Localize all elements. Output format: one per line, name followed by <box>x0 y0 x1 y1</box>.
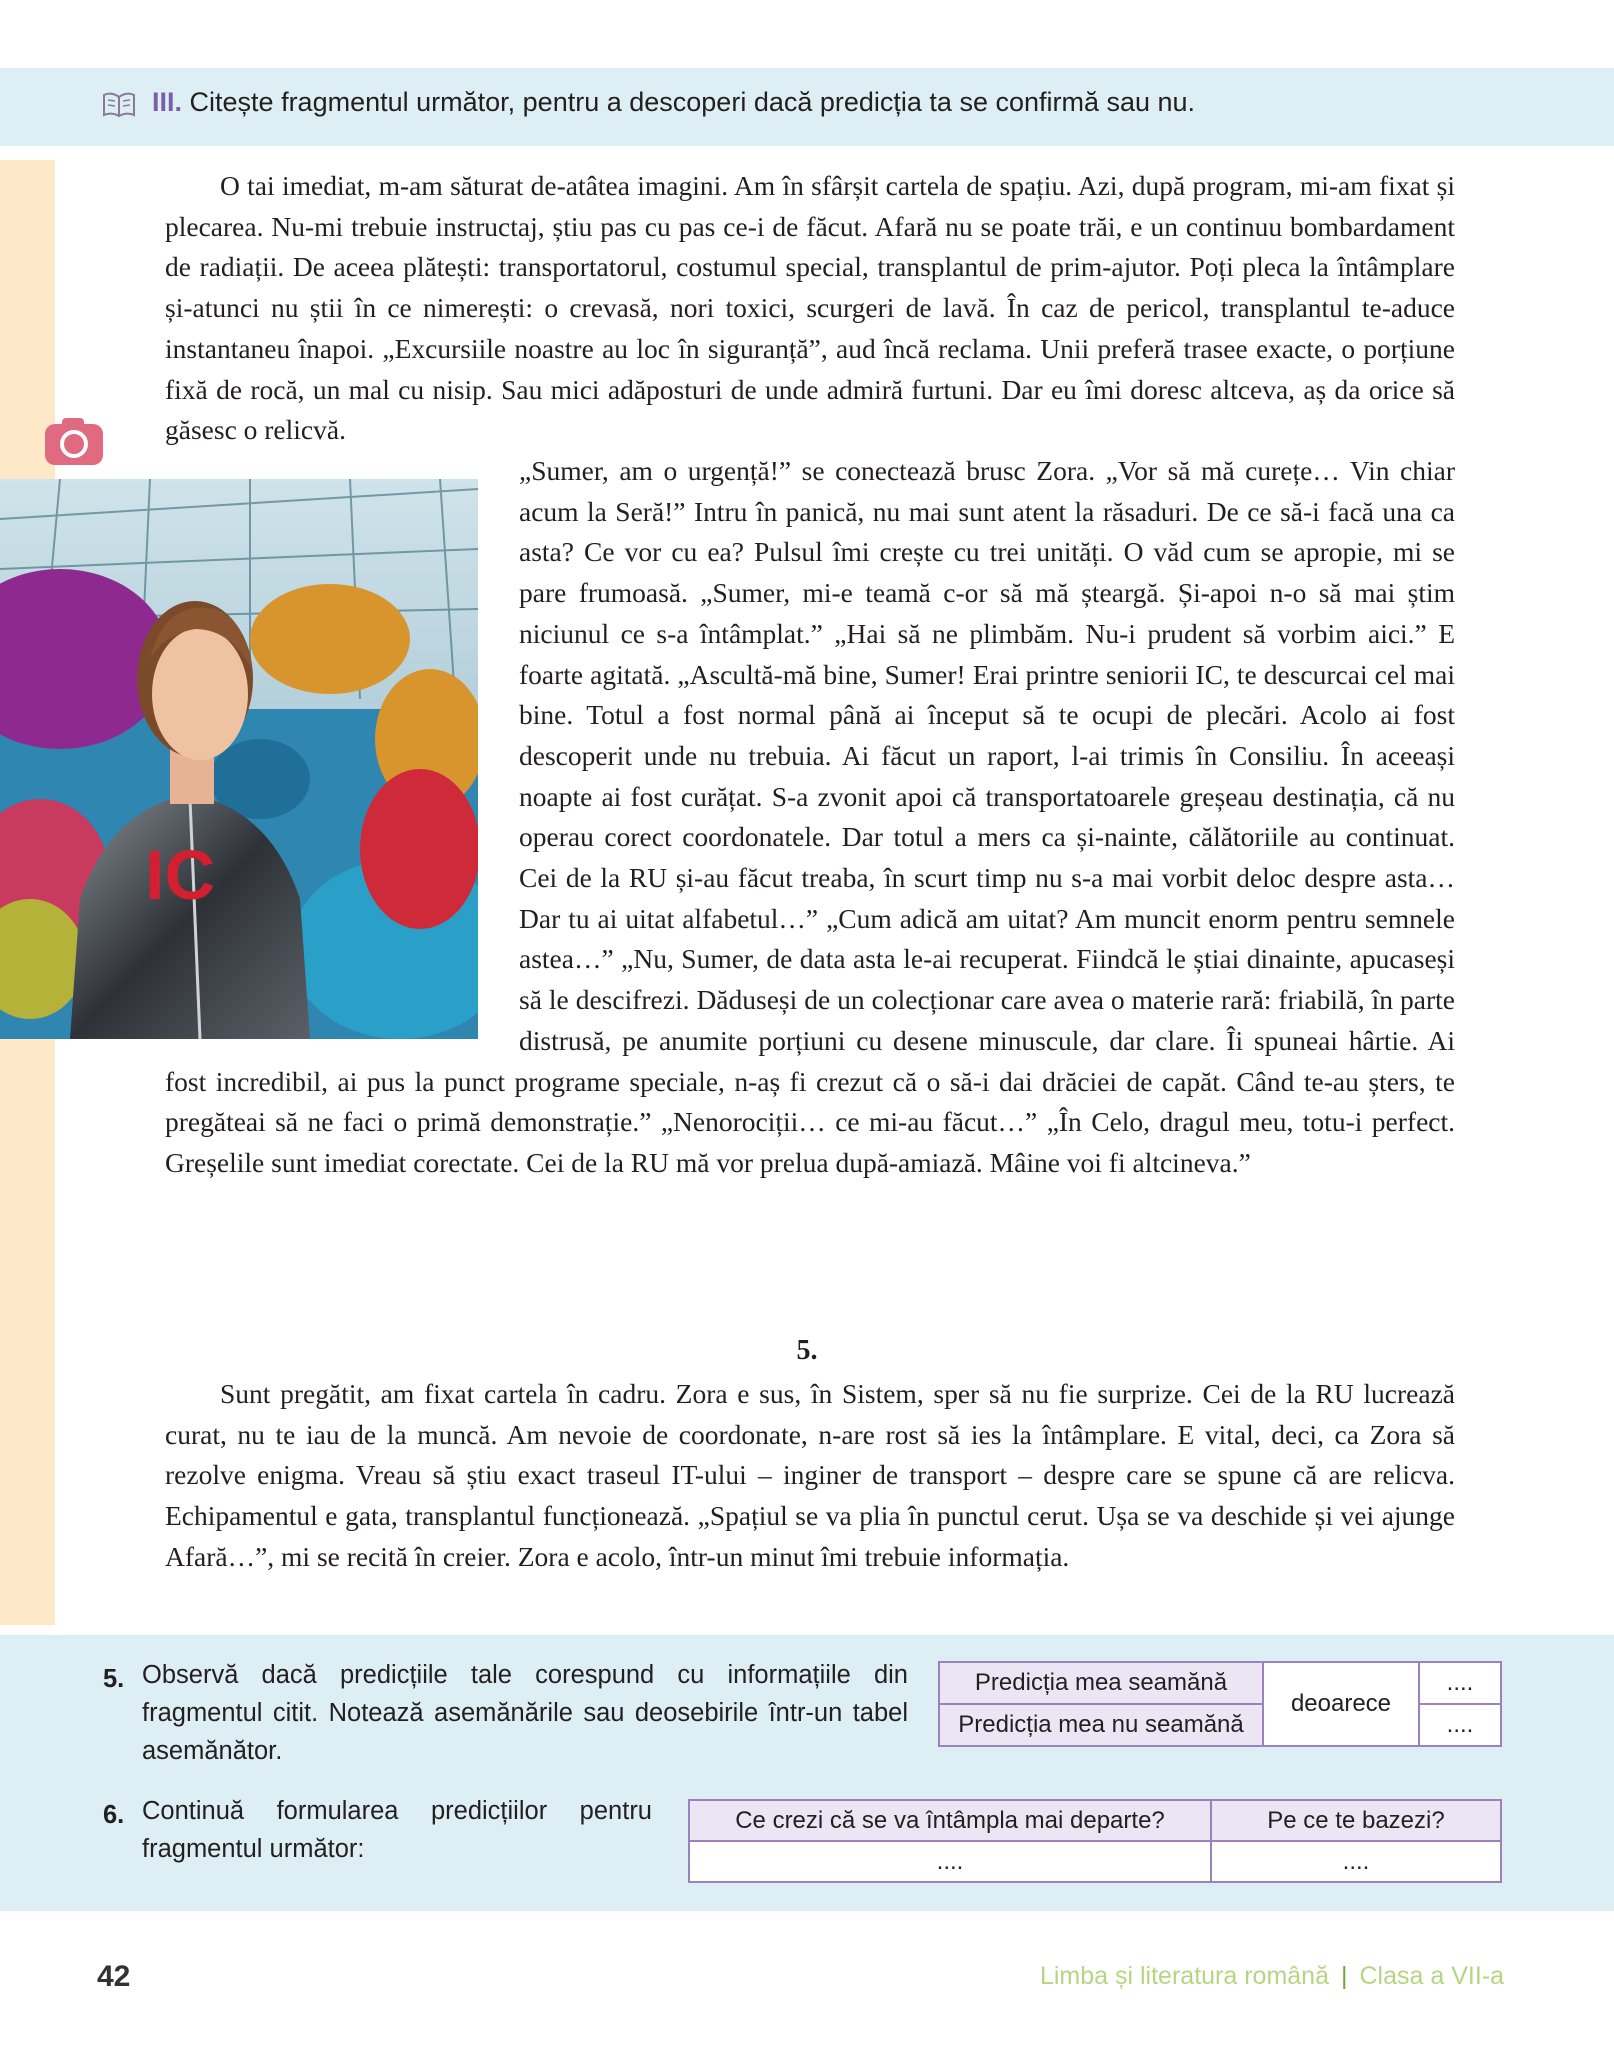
table-cell-answer[interactable]: .... <box>689 1841 1211 1882</box>
story-paragraph-1 <box>165 166 1455 451</box>
paragraph-text: Sunt pregătit, am fixat cartela în cadru. Zora e sus, în Sistem, sper să nu fie surprize. Cei de la RU lucrează curat, nu te iau de la muncă. Am nevoie de coordonate, n-are rost să ies la întâmplare. E vital, deci, ca Zora să rezolve enigma. Vreau să știu exact traseul IT-ului – inginer de transport – despre care se spune că are relicva. Echipamentul e gata, transplantul funcționează. „Spațiul se va plia în punctul cerut. Ușa se va deschide și vei ajunge Afară…”, mi se recită în creier. Zora e acolo, într-un minut îmi trebuie informația. <box>165 1378 1455 1572</box>
camera-icon <box>44 416 104 466</box>
table-cell-answer[interactable]: .... <box>1211 1841 1501 1882</box>
table-cell-answer[interactable]: .... <box>1419 1704 1501 1746</box>
exercise-5-number: 5. <box>103 1665 125 1693</box>
instruction-text <box>152 87 1195 118</box>
chapter-number: 5. <box>796 1335 818 1366</box>
prediction-comparison-table <box>938 1661 1502 1747</box>
illustration-graphic <box>0 479 478 1039</box>
table-cell-similar: Predicția mea seamănă <box>939 1662 1263 1704</box>
story-paragraph-2 <box>145 451 1455 1184</box>
footer-title <box>1040 1962 1504 1991</box>
footer-subject: Limba și literatura română <box>1039 1962 1329 1990</box>
instruction-number: III. <box>152 87 183 117</box>
table-header-basis: Pe ce te bazezi? <box>1211 1800 1501 1841</box>
story-paragraph-3 <box>165 1374 1455 1578</box>
paragraph-text: „Sumer, am o urgență!” se conectează brusc Zora. „Vor să mă curețe… Vin chiar acum la Seră!” Intru în panică, nu mai sunt atent la răsaduri. De ce să-i facă una ca asta? Ce vor cu ea? Pulsul îmi crește cu trei unități. O văd cum se apropie, mi se pare frumoasă. „Sumer, mi-e teamă c-or să mă șteargă. Și-apoi n-o să mai știm niciunul ce s-a întâmplat.” „Hai să ne plimbăm. Nu-i prudent să vorbim aici.” E foarte agitată. „Ascultă-mă bine, Sumer! Erai printre seniorii IC, te descurcai cel mai bine. Totul a fost normal până ai început să te ocupi de plecări. Acolo ai fost descoperit unde nu trebuia. Ai făcut un raport, l-ai trimis în Consiliu. În aceeași noapte ai fost curățat. S-a zvonit apoi că transportatoarele greșeau destinația, că nu operau corect coordonatele. Dar totul a mers ca și-nainte, călătoriile au continuat. Cei de la RU și-au făcut treaba, în scurt timp nu s-a mai vorbit deloc despre asta… Dar tu ai uitat alfabetul…” „Cum adică am uitat? Am muncit enorm pentru semnele astea…” „Nu, Sumer, de data asta le-ai recuperat. Fiindcă le știai dinainte, apucaseși să le descifrezi. Dăduseși de un colecționar care avea o materie rară: friabilă, în parte distrusă, pe anumite porțiuni cu desene minuscule, dar clare. Îi spuneai hârtie. Ai fost incredibil, ai pus la punct programe speciale, n-aș fi crezut că o să-i dai drăciei de capăt. Când te-au șters, te pregăteai să ne faci o primă demonstrație.” „Nenorociții… ce mi-au făcut…” „În Celo, dragul meu, totu-i perfect. Greșelile sunt imediat corectate. Cei de la RU mă vor prelua după-amiază. Mâine voi fi altcineva.” <box>165 455 1455 1178</box>
exercise-6-text: Continuă formularea predicțiilor pentru fragmentul următor: <box>142 1797 652 1863</box>
jacket-logo-text: IC <box>145 836 215 914</box>
footer-separator: | <box>1340 1962 1348 1990</box>
footer-grade: Clasa a VII-a <box>1359 1962 1504 1990</box>
instruction-body: Citește fragmentul următor, pentru a descoperi dacă predicția ta se confirmă sau nu. <box>189 87 1196 117</box>
table-cell-answer[interactable]: .... <box>1419 1662 1501 1704</box>
exercise-6-number: 6. <box>103 1801 125 1829</box>
open-book-icon <box>102 92 136 118</box>
greenhouse-illustration <box>0 479 478 1039</box>
instruction-banner <box>0 68 1614 146</box>
prediction-next-table <box>688 1799 1502 1883</box>
table-cell-not-similar: Predicția mea nu seamănă <box>939 1704 1263 1746</box>
table-cell-because: deoarece <box>1263 1662 1419 1746</box>
table-header-prediction: Ce crezi că se va întâmpla mai departe? <box>689 1800 1211 1841</box>
exercises-section <box>0 1635 1614 1911</box>
paragraph-text: O tai imediat, m-am săturat de-atâtea imagini. Am în sfârșit cartela de spațiu. Azi, după program, mi-am fixat și plecarea. Nu-mi trebuie instructaj, știu pas cu pas ce-i de făcut. Afară nu se poate trăi, e un continuu bombardament de radiații. De aceea plătești: transportatorul, costumul special, transplantul de prim-ajutor. Poți pleca la întâmplare și-atunci nu știi în ce nimerești: o crevasă, nori toxici, scurgeri de lavă. În caz de pericol, transplantul te-aduce instantaneu înapoi. „Excursiile noastre au loc în siguranță”, aud încă reclama. Unii preferă trasee exacte, o porțiune fixă de rocă, un mal cu nisip. Sau mici adăposturi de unde admiră furtuni. Dar eu îmi doresc altceva, aș da orice să găsesc o relicvă. <box>165 170 1455 446</box>
exercise-5-text: Observă dacă predicțiile tale corespund cu informațiile din fragmentul citit. Notează asemănările sau deosebirile într-un tabel asemănător. <box>142 1661 908 1765</box>
page-number: 42 <box>97 1960 131 1993</box>
